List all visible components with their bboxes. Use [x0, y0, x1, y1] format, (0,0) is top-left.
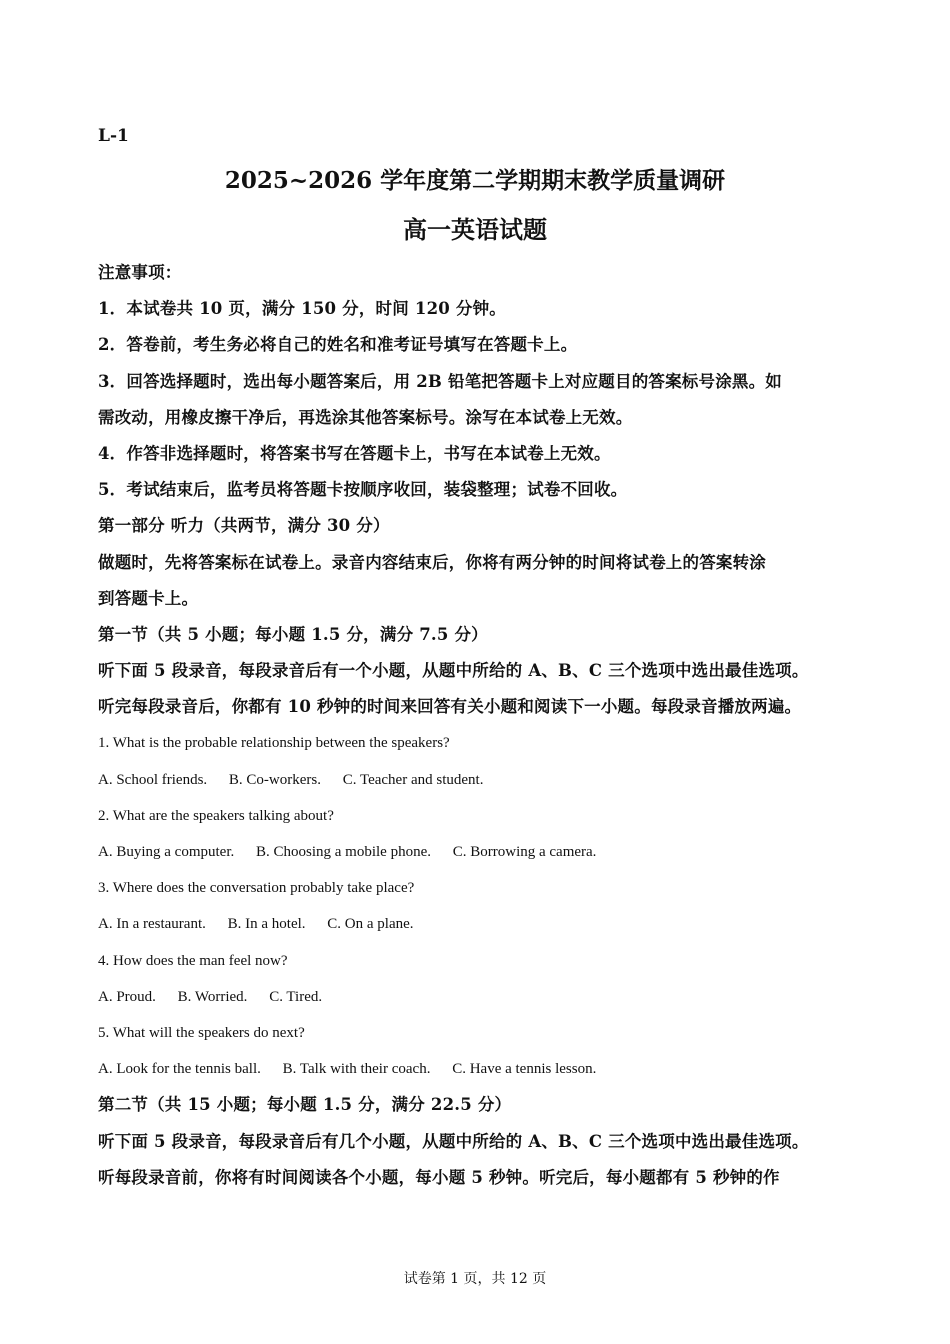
- option-a: A. Look for the tennis ball.: [98, 1061, 261, 1078]
- notice-heading: 注意事项：: [98, 263, 182, 282]
- options-2: [98, 834, 858, 870]
- options-3: [98, 906, 858, 942]
- options-1: [98, 762, 858, 798]
- option-c: C. Borrowing a camera.: [452, 844, 597, 860]
- option-c: C. Have a tennis lesson.: [452, 1061, 597, 1078]
- exam-title: 2025~2026 学年度第二学期期末教学质量调研: [224, 167, 726, 194]
- notice-item: 2．答卷前，考生务必将自己的姓名和准考证号填写在答题卡上。: [98, 335, 578, 355]
- option-b: B. In a hotel.: [227, 916, 306, 933]
- paper-code: L-1: [98, 126, 129, 146]
- notice-item: 3．回答选择题时，选出每小题答案后，用 2B 铅笔把答题卡上对应题目的答案标号涂黑。如: [98, 371, 782, 391]
- part1-instruction: 做题时，先将答案标在试卷上。录音内容结束后，你将有两分钟的时间将试卷上的答案转涂: [98, 552, 766, 572]
- option-b: B. Talk with their coach.: [282, 1061, 431, 1078]
- part1-instruction: 到答题卡上。: [98, 588, 199, 608]
- notice-item: 需改动，用橡皮擦干净后，再选涂其他答案标号。涂写在本试卷上无效。: [98, 407, 633, 427]
- option-b: B. Co-workers.: [228, 771, 321, 788]
- section2-instruction: 听每段录音前，你将有时间阅读各个小题，每小题 5 秒钟。听完后，每小题都有 5 秒钟的作: [98, 1167, 780, 1187]
- question-4: 4. How does the man feel now?: [98, 952, 288, 969]
- exam-content: [98, 255, 858, 1196]
- options-5: [98, 1051, 858, 1087]
- option-c: C. On a plane.: [327, 916, 414, 933]
- notice-item: 1．本试卷共 10 页，满分 150 分，时间 120 分钟。: [98, 299, 506, 319]
- option-b: B. Choosing a mobile phone.: [255, 844, 431, 860]
- question-5: 5. What will the speakers do next?: [98, 1024, 305, 1041]
- section1-heading: 第一节（共 5 小题；每小题 1.5 分，满分 7.5 分）: [98, 624, 488, 644]
- option-a: A. Proud.: [98, 988, 156, 1005]
- option-a: A. In a restaurant.: [98, 916, 206, 933]
- option-a: A. Buying a computer.: [98, 844, 235, 860]
- question-2: 2. What are the speakers talking about?: [98, 807, 334, 824]
- exam-subtitle: 高一英语试题: [403, 215, 547, 244]
- option-c: C. Tired.: [269, 988, 323, 1005]
- question-3: 3. Where does the conversation probably take place?: [98, 880, 415, 897]
- section1-instruction: 听完每段录音后，你都有 10 秒钟的时间来回答有关小题和阅读下一小题。每段录音播放两遍。: [98, 697, 802, 717]
- option-a: A. School friends.: [98, 771, 208, 788]
- section1-instruction: 听下面 5 段录音，每段录音后有一个小题，从题中所给的 A、B、C 三个选项中选出最佳选项。: [98, 661, 809, 681]
- part1-heading: 第一部分 听力（共两节，满分 30 分）: [98, 516, 390, 536]
- section2-heading: 第二节（共 15 小题；每小题 1.5 分，满分 22.5 分）: [98, 1095, 512, 1115]
- option-c: C. Teacher and student.: [342, 771, 484, 788]
- question-1: 1. What is the probable relationship between the speakers?: [98, 735, 450, 752]
- notice-item: 5．考试结束后，监考员将答题卡按顺序收回，装袋整理；试卷不回收。: [98, 480, 628, 500]
- page-number: 试卷第 1 页，共 12 页: [403, 1271, 547, 1287]
- notice-item: 4．作答非选择题时，将答案书写在答题卡上，书写在本试卷上无效。: [98, 443, 611, 463]
- section2-instruction: 听下面 5 段录音，每段录音后有几个小题，从题中所给的 A、B、C 三个选项中选出最佳选项。: [98, 1131, 809, 1151]
- option-b: B. Worried.: [177, 988, 248, 1005]
- options-4: [98, 979, 858, 1015]
